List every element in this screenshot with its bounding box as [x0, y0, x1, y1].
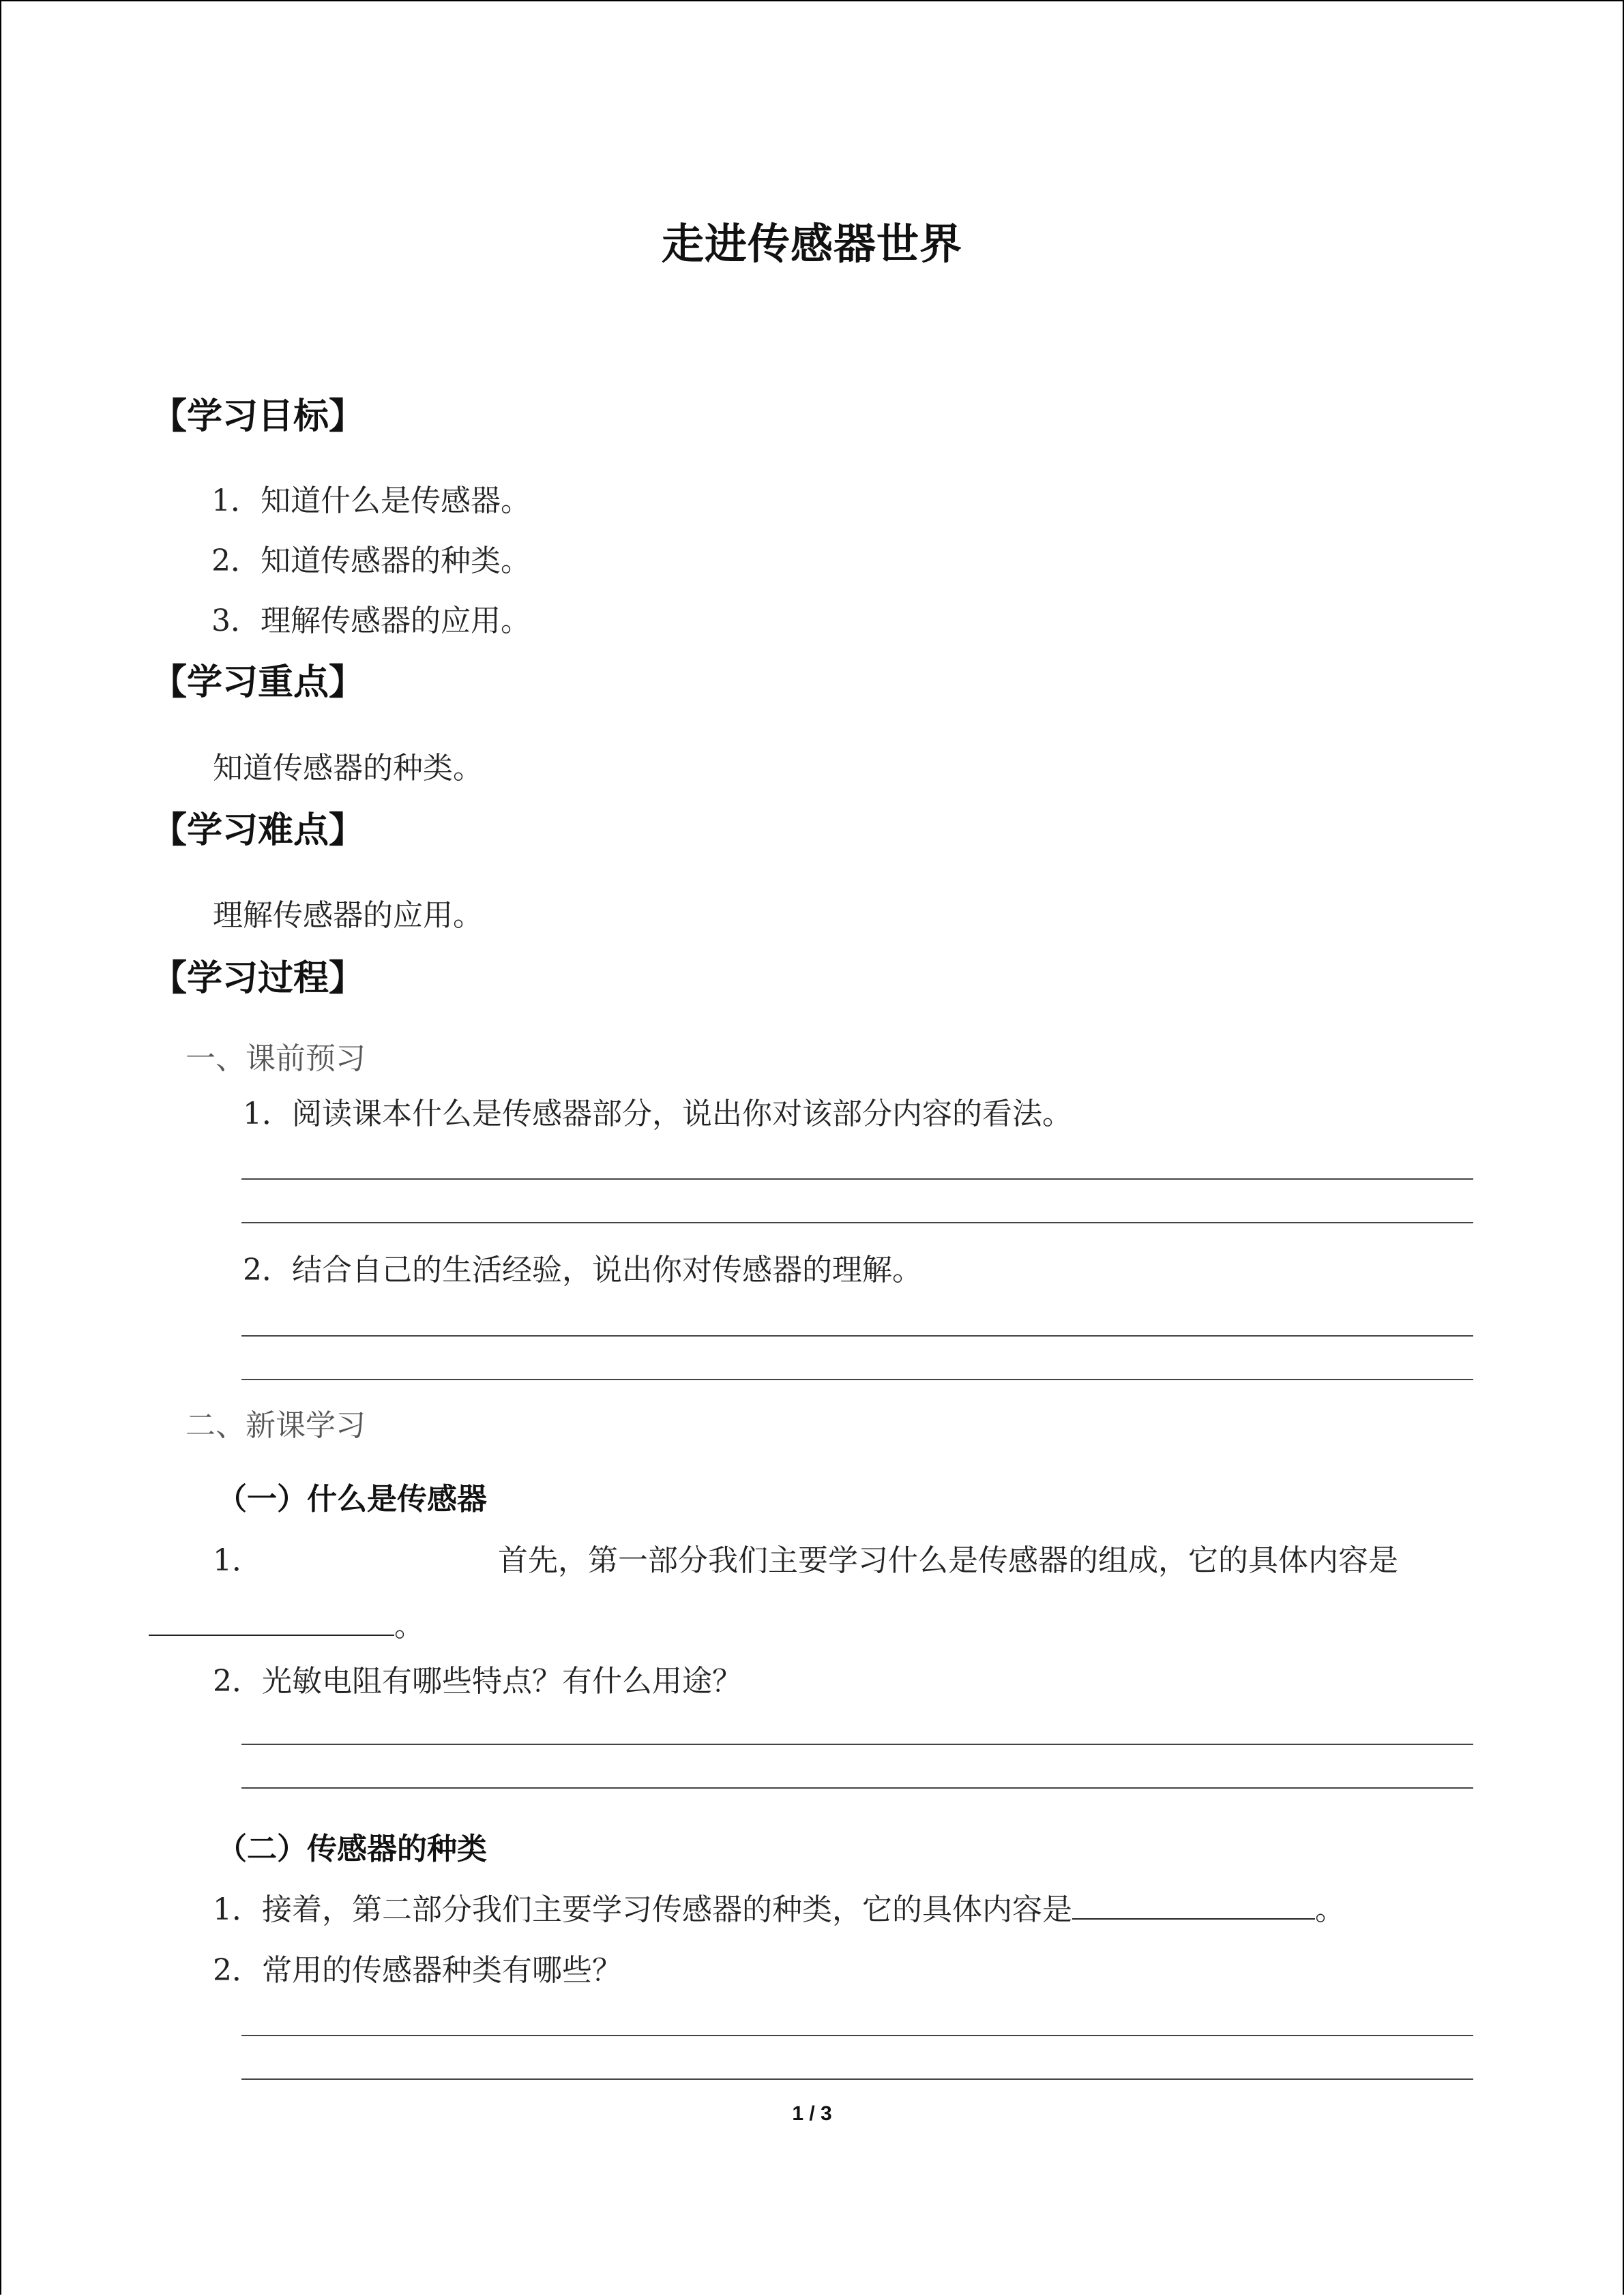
key-points-text: 知道传感器的种类。: [213, 751, 483, 786]
fill-in-blank[interactable]: [149, 1607, 394, 1636]
objectives-heading: 【学习目标】: [151, 396, 365, 437]
answer-line[interactable]: [241, 2035, 1473, 2036]
part1-question-2: 2．光敏电阻有哪些特点？有什么用途？: [213, 1664, 742, 1699]
preview-question-1: 1．阅读课本什么是传感器部分，说出你对该部分内容的看法。: [243, 1097, 1072, 1131]
difficulties-text: 理解传感器的应用。: [213, 898, 483, 933]
answer-line[interactable]: [241, 1744, 1473, 1745]
fill-in-blank[interactable]: [1072, 1891, 1315, 1920]
preview-question-2: 2．结合自己的生活经验，说出你对传感器的理解。: [243, 1253, 922, 1287]
objective-item: 1．知道什么是传感器。: [211, 483, 531, 518]
answer-line[interactable]: [241, 1222, 1473, 1223]
answer-line[interactable]: [241, 2078, 1473, 2080]
part2-q1-end: 。: [1315, 1892, 1345, 1927]
answer-line[interactable]: [241, 1178, 1473, 1180]
document-title: 走进传感器世界: [661, 219, 962, 269]
answer-line[interactable]: [241, 1335, 1473, 1337]
key-points-heading: 【学习重点】: [151, 662, 365, 703]
part1-q1-text: 首先，第一部分我们主要学习什么是传感器的组成，它的具体内容是: [498, 1543, 1398, 1578]
part1-q1-number: 1．: [213, 1543, 262, 1578]
part2-q1-text: 1．接着，第二部分我们主要学习传感器的种类，它的具体内容是: [213, 1892, 1072, 1927]
objective-item: 2．知道传感器的种类。: [211, 543, 531, 578]
part2-q1: [213, 1885, 1345, 1928]
page-number: 1 / 3: [792, 2102, 832, 2125]
part1-heading: （一）什么是传感器: [217, 1482, 487, 1517]
answer-line[interactable]: [241, 1787, 1473, 1789]
objective-item: 3．理解传感器的应用。: [211, 603, 531, 638]
part1-q1-fill: [149, 1601, 424, 1645]
part1-q1-end: 。: [394, 1609, 424, 1643]
answer-line[interactable]: [241, 1379, 1473, 1380]
new-lesson-label: 二、新课学习: [186, 1408, 366, 1443]
part2-heading: （二）传感器的种类: [217, 1832, 487, 1866]
process-heading: 【学习过程】: [151, 958, 365, 999]
preview-label: 一、课前预习: [186, 1041, 366, 1076]
part2-question-2: 2．常用的传感器种类有哪些？: [213, 1953, 622, 1988]
difficulties-heading: 【学习难点】: [151, 810, 365, 851]
